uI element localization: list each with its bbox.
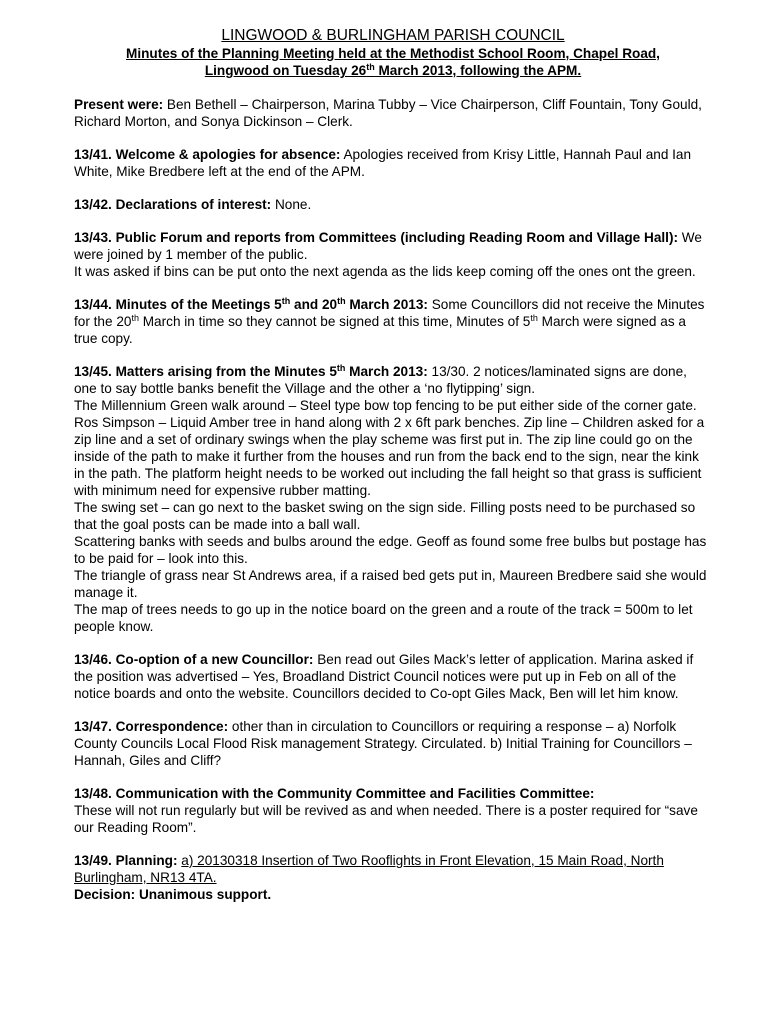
item-13-42-heading: 13/42. Declarations of interest: xyxy=(74,197,272,212)
item-13-45-heading-b: March 2013: xyxy=(345,364,428,379)
item-13-45-heading-sup: th xyxy=(336,363,346,373)
item-13-41 xyxy=(74,146,712,180)
item-13-48-heading: 13/48. Communication with the Community Committee and Facilities Committee: xyxy=(74,786,595,801)
item-13-49 xyxy=(74,852,712,903)
subtitle-line-2b: March 2013, following the APM. xyxy=(374,63,582,78)
item-13-42-text: None. xyxy=(271,197,312,212)
item-13-41-heading: 13/41. Welcome & apologies for absence: xyxy=(74,147,341,162)
present-label: Present were: xyxy=(74,97,164,112)
item-13-47 xyxy=(74,718,712,769)
item-13-42 xyxy=(74,196,712,213)
item-13-44-heading-sup-2: th xyxy=(337,296,346,306)
item-13-45-text: 13/30. 2 notices/laminated signs are done, one to say bottle banks benefit the Village and the other a ‘no flytipping’ sign. xyxy=(74,364,687,396)
item-13-48-para-2: These will not run regularly but will be revived as and when needed. There is a poster required for “save our Reading Room”. xyxy=(74,803,698,835)
present-text: Ben Bethell – Chairperson, Marina Tubby – Vice Chairperson, Cliff Fountain, Tony Gould, Richard Morton, and Sonya Dickinson – Clerk. xyxy=(74,97,702,129)
item-13-43-para-2: It was asked if bins can be put onto the next agenda as the lids keep coming off the ones ont the green. xyxy=(74,264,696,279)
item-13-44-text-a: Some Councillors did not receive the Minutes for the 20 xyxy=(74,297,705,329)
item-13-43-text: We were joined by 1 member of the public. xyxy=(74,230,702,262)
item-13-45-para-5: The triangle of grass near St Andrews area, if a raised bed gets put in, Maureen Bredbere said she would manage it. xyxy=(74,568,707,600)
item-13-45 xyxy=(74,363,712,635)
item-13-46 xyxy=(74,651,712,702)
item-13-44-heading-c: March 2013: xyxy=(345,297,428,312)
item-13-44-heading-sup-1: th xyxy=(281,296,291,306)
meeting-subtitle xyxy=(74,45,712,79)
item-13-44-text-sup-2: th xyxy=(530,313,538,323)
subtitle-line-1: Minutes of the Planning Meeting held at the Methodist School Room, Chapel Road, xyxy=(126,46,660,61)
item-13-44-text-sup-1: th xyxy=(131,313,139,323)
item-13-44-text-b: March in time so they cannot be signed at this time, Minutes of 5 xyxy=(138,314,531,329)
item-13-47-heading: 13/47. Correspondence: xyxy=(74,719,229,734)
item-13-41-text: Apologies received from Krisy Little, Hannah Paul and Ian White, Mike Bredbere left at the end of the APM. xyxy=(74,147,692,179)
item-13-45-heading-a: 13/45. Matters arising from the Minutes 5 xyxy=(74,364,337,379)
item-13-49-application: a) 20130318 Insertion of Two Rooflights in Front Elevation, 15 Main Road, North Burlingham, NR13 4TA. xyxy=(74,853,664,885)
item-13-44-heading-b: and 20 xyxy=(290,297,338,312)
item-13-44-heading-a: 13/44. Minutes of the Meetings 5 xyxy=(74,297,282,312)
present-section xyxy=(74,96,712,130)
item-13-45-para-2: The Millennium Green walk around – Steel type bow top fencing to be put either side of the corner gate. Ros Simpson – Liquid Amber tree in hand along with 2 x 6ft park benches. Zip line – Children asked for a zip line and a set of ordinary swings when the play scheme was first put in. The zip line could go on the inside of the path to make it further from the houses and run from the back end to the sign, near the kink in the path. The platform height needs to be worked out including the fall height so that grass is sufficient with minimum need for expensive rubber matting. xyxy=(74,398,705,498)
item-13-49-decision: Decision: Unanimous support. xyxy=(74,887,272,902)
item-13-45-heading xyxy=(74,364,428,379)
item-13-43 xyxy=(74,229,712,280)
item-13-45-para-3: The swing set – can go next to the basket swing on the sign side. Filling posts need to be purchased so that the goal posts can be made into a ball wall. xyxy=(74,500,696,532)
item-13-46-text: Ben read out Giles Mack’s letter of application. Marina asked if the position was advertised – Yes, Broadland District Council notices were put up in Feb on all of the notice boards and onto the website. Councillors decided to Co-opt Giles Mack, Ben will let him know. xyxy=(74,652,694,701)
item-13-47-text: other than in circulation to Councillors or requiring a response – a) Norfolk County Councils Local Flood Risk management Strategy. Circulated. b) Initial Training for Councillors – Hannah, Giles and Cliff? xyxy=(74,719,692,768)
item-13-43-heading: 13/43. Public Forum and reports from Committees (including Reading Room and Village Hall): xyxy=(74,230,679,245)
subtitle-line-2a: Lingwood on Tuesday 26 xyxy=(204,63,367,78)
council-title: LINGWOOD & BURLINGHAM PARISH COUNCIL xyxy=(221,27,565,44)
item-13-44-text-c: March were signed as a true copy. xyxy=(74,314,686,346)
item-13-45-para-6: The map of trees needs to go up in the notice board on the green and a route of the track = 500m to let people know. xyxy=(74,602,693,634)
item-13-44 xyxy=(74,296,712,347)
subtitle-sup: th xyxy=(366,62,375,72)
item-13-45-para-4: Scattering banks with seeds and bulbs around the edge. Geoff as found some free bulbs but postage has to be paid for – look into this. xyxy=(74,534,707,566)
item-13-49-heading: 13/49. Planning: xyxy=(74,853,178,868)
item-13-44-heading xyxy=(74,297,428,312)
item-13-48 xyxy=(74,785,712,836)
item-13-46-heading: 13/46. Co-option of a new Councillor: xyxy=(74,652,314,667)
